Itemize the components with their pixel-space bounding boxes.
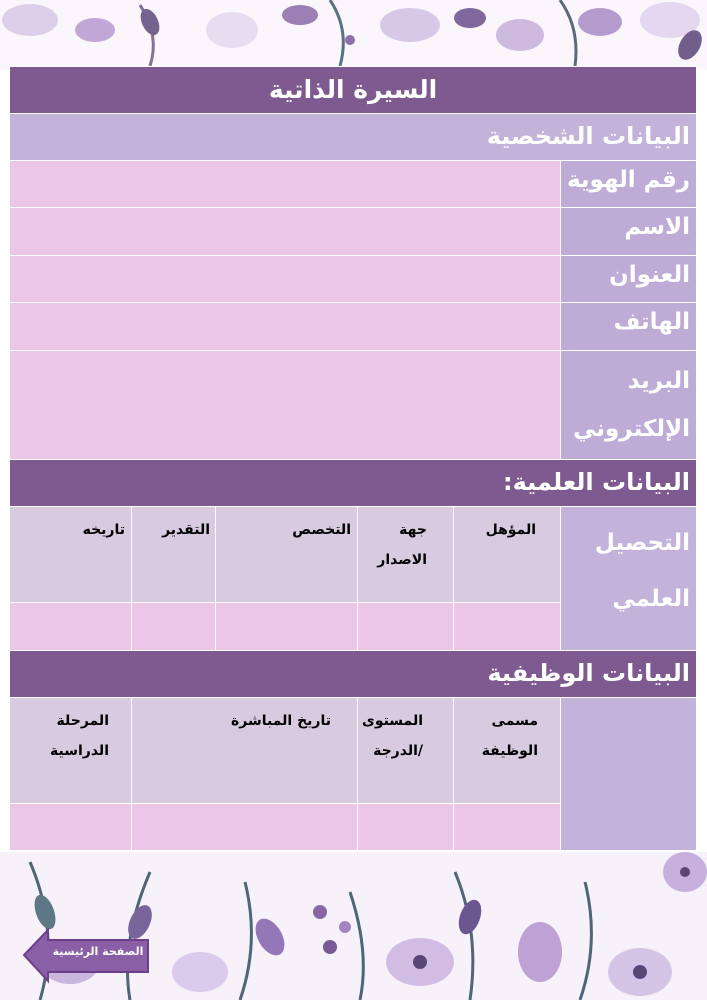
field-value-name[interactable] — [9, 208, 560, 256]
field-value-email[interactable] — [9, 351, 560, 460]
col-grade: التقدير — [132, 507, 216, 603]
field-value-phone[interactable] — [9, 303, 560, 351]
job-cell-title[interactable] — [454, 804, 561, 851]
home-button[interactable] — [22, 924, 150, 986]
job-section-heading: البيانات الوظيفية — [9, 651, 696, 698]
field-value-address[interactable] — [9, 256, 560, 303]
academic-cell-issuer[interactable] — [358, 603, 454, 651]
academic-cell-grade[interactable] — [132, 603, 216, 651]
field-label-email: البريد الإلكتروني — [561, 351, 697, 460]
col-level-grade: المستوى /الدرجة — [358, 698, 454, 804]
academic-cell-specialization[interactable] — [216, 603, 358, 651]
academic-row-label: التحصيل العلمي — [561, 507, 697, 651]
col-start-date: تاريخ المباشرة — [132, 698, 358, 804]
field-value-id-number[interactable] — [9, 161, 560, 208]
academic-cell-qualification[interactable] — [454, 603, 561, 651]
col-issuer: جهة الاصدار — [358, 507, 454, 603]
col-job-title: مسمى الوظيفة — [454, 698, 561, 804]
col-specialization: التخصص — [216, 507, 358, 603]
academic-section-heading: البيانات العلمية: — [9, 460, 696, 507]
job-cell-stage[interactable] — [9, 804, 131, 851]
job-cell-start-date[interactable] — [132, 804, 358, 851]
col-school-stage: المرحلة الدراسية — [9, 698, 131, 804]
cv-title: السيرة الذاتية — [9, 67, 696, 114]
academic-cell-date[interactable] — [9, 603, 131, 651]
personal-section-heading: البيانات الشخصية — [9, 114, 696, 161]
cv-table — [9, 66, 697, 851]
home-button-label: الصفحة الرئيسية — [52, 945, 144, 958]
field-label-address: العنوان — [561, 256, 697, 303]
field-label-name: الاسم — [561, 208, 697, 256]
field-label-id-number: رقم الهوية — [561, 161, 697, 208]
job-cell-level[interactable] — [358, 804, 454, 851]
field-label-phone: الهاتف — [561, 303, 697, 351]
col-date: تاريخه — [9, 507, 131, 603]
cv-form — [10, 66, 697, 852]
col-qualification: المؤهل — [454, 507, 561, 603]
job-row-label — [561, 698, 697, 851]
floral-decoration-top — [0, 0, 707, 70]
